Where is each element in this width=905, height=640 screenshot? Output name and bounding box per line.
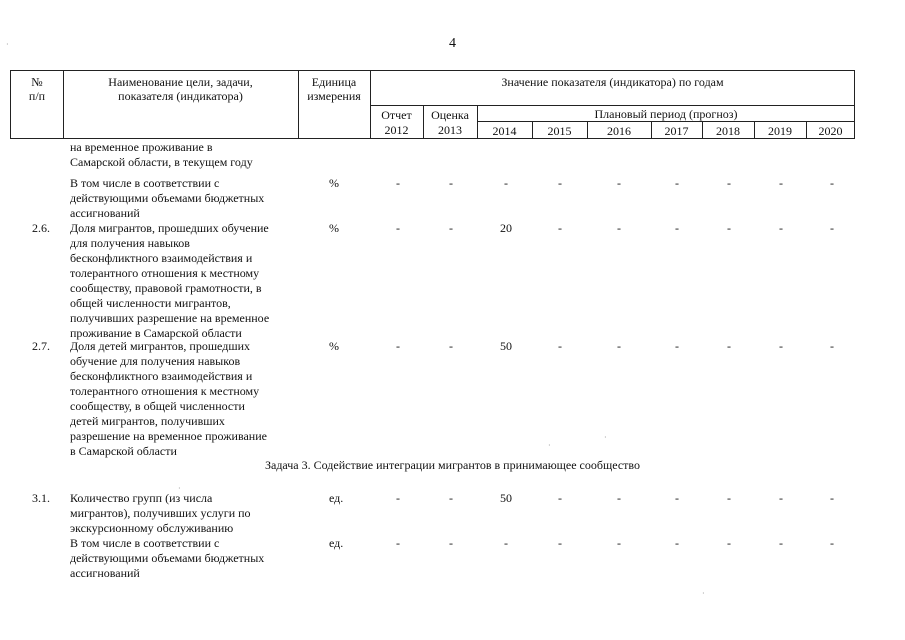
year-2013: 2013 (438, 123, 462, 137)
row-value: - (558, 339, 562, 353)
header-name: Наименование цели, задачи, показателя (индикатора) (108, 75, 253, 103)
row-unit: ед. (329, 536, 344, 550)
row-value: - (830, 221, 834, 235)
year-2019: 2019 (768, 124, 792, 138)
scan-speck: · (604, 433, 607, 442)
header-values: Значение показателя (индикатора) по годам (501, 75, 724, 89)
row-value: - (558, 491, 562, 505)
row-value: - (675, 176, 679, 190)
header-unit: Единица измерения (307, 75, 361, 103)
row-unit: % (329, 339, 339, 353)
row-number: 2.6. (32, 221, 50, 235)
year-2020: 2020 (818, 124, 843, 138)
row-value: - (779, 536, 783, 550)
row-name: Количество групп (из числа мигрантов), получивших услуги по экскурсионному обслуживанию (70, 491, 251, 535)
row-name: В том числе в соответствии с действующими объемами бюджетных ассигнований (70, 176, 265, 220)
row-name: Доля мигрантов, прошедших обучение для получения навыков бесконфликтного взаимодействия и толерантного отношения к местному сообществу, правовой грамотности, в общей численности мигрантов, получивших разрешение на временное проживание в Самарской области (70, 221, 270, 340)
row-value: - (449, 221, 453, 235)
row-value: - (617, 221, 621, 235)
row-value: - (675, 536, 679, 550)
row-unit: % (329, 176, 339, 190)
year-2012: 2012 (384, 123, 409, 137)
row-value: - (396, 491, 400, 505)
table-header (10, 70, 855, 139)
row-value: - (396, 536, 400, 550)
row-value: - (727, 536, 731, 550)
scan-speck: · (702, 589, 705, 598)
row-value: - (675, 221, 679, 235)
row-name: В том числе в соответствии с действующими объемами бюджетных ассигнований (70, 536, 265, 580)
row-value: - (830, 491, 834, 505)
row-unit: ед. (329, 491, 344, 505)
row-number: 3.1. (32, 491, 50, 505)
row-value: - (779, 491, 783, 505)
row-value: - (396, 221, 400, 235)
year-2018: 2018 (716, 124, 740, 138)
row-value: - (830, 176, 834, 190)
row-value: - (779, 339, 783, 353)
row-value: - (675, 339, 679, 353)
year-2014: 2014 (492, 124, 517, 138)
row-value: - (449, 536, 453, 550)
row-value: 50 (500, 339, 512, 353)
row-value: 50 (500, 491, 512, 505)
row-value: - (396, 176, 400, 190)
row-name: на временное проживание в Самарской области, в текущем году (70, 140, 253, 169)
row-value: - (779, 221, 783, 235)
row-value: 20 (500, 221, 512, 235)
row-value: - (449, 176, 453, 190)
row-unit: % (329, 221, 339, 235)
row-value: - (617, 536, 621, 550)
row-value: - (779, 176, 783, 190)
row-number: 2.7. (32, 339, 50, 353)
scan-speck: · (548, 441, 551, 450)
header-planned: Плановый период (прогноз) (594, 107, 738, 121)
row-value: - (396, 339, 400, 353)
row-value: - (675, 491, 679, 505)
row-value: - (727, 339, 731, 353)
year-2017: 2017 (664, 124, 689, 138)
row-value: - (617, 339, 621, 353)
row-value: - (449, 491, 453, 505)
row-value: - (727, 176, 731, 190)
header-number: № п/п (28, 75, 46, 103)
row-value: - (504, 536, 508, 550)
row-value: - (504, 176, 508, 190)
row-value: - (558, 536, 562, 550)
row-value: - (830, 536, 834, 550)
task-3-heading: Задача 3. Содействие интеграции мигрантов в принимающее сообщество (264, 458, 640, 472)
row-value: - (830, 339, 834, 353)
scan-speck: · (178, 484, 181, 493)
year-2015: 2015 (547, 124, 572, 138)
row-value: - (558, 221, 562, 235)
row-value: - (558, 176, 562, 190)
scan-speck: · (6, 40, 9, 49)
page-number: 4 (449, 36, 456, 51)
row-name: Доля детей мигрантов, прошедших обучение для получения навыков бесконфликтного взаимодействия и толерантного отношения к местному сообществу, в общей численности детей мигрантов, получивших разрешение на временное проживание в Самарской области (70, 339, 267, 458)
row-value: - (727, 491, 731, 505)
year-2016: 2016 (607, 124, 631, 138)
header-report: Отчет (381, 108, 412, 122)
row-value: - (617, 491, 621, 505)
row-value: - (617, 176, 621, 190)
row-value: - (727, 221, 731, 235)
header-estimate: Оценка (431, 108, 469, 122)
row-value: - (449, 339, 453, 353)
